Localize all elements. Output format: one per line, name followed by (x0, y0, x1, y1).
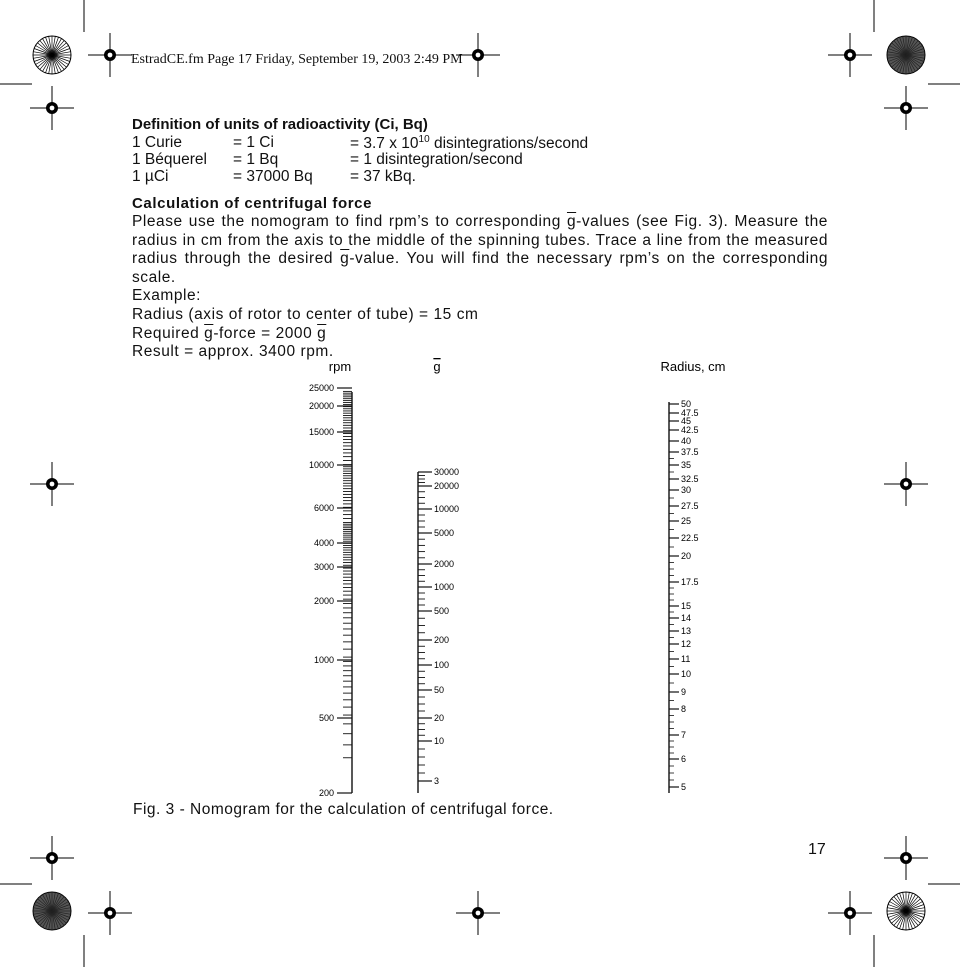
g-tick-label: 1000 (434, 582, 455, 592)
radius-tick-label: 35 (681, 460, 692, 470)
g-tick-label: 10 (434, 736, 445, 746)
registration-dot-icon (50, 482, 55, 487)
g-symbol: $\overline{g}$ (317, 324, 327, 342)
calc-heading: Calculation of centrifugal force (132, 195, 373, 212)
g-tick-label: 3 (434, 776, 440, 786)
units-row-2-unit: 1 Béquerel (132, 151, 207, 168)
g-tick-label: 5000 (434, 528, 455, 538)
units-row-1-eq1: = 1 Ci (233, 134, 274, 151)
scale-title-radius: Radius, cm (660, 359, 726, 374)
g-tick-label: 10000 (434, 504, 460, 514)
rpm-tick-label: 2000 (313, 596, 334, 606)
units-row-3-eq2: = 37 kBq. (350, 168, 416, 185)
rpm-tick-label: 500 (318, 713, 334, 723)
radius-tick-label: 6 (681, 754, 687, 764)
radius-tick-label: 50 (681, 399, 692, 409)
units-row-1-eq2-exponent: 10 (418, 134, 430, 145)
g-tick-label: 20000 (434, 481, 460, 491)
units-row-3-unit: 1 µCi (132, 168, 169, 185)
radius-tick-label: 13 (681, 626, 692, 636)
g-tick-label: 100 (434, 660, 450, 670)
radius-tick-label: 25 (681, 516, 692, 526)
radius-tick-label: 32.5 (681, 474, 699, 484)
g-tick-label: 30000 (434, 467, 460, 477)
rpm-tick-label: 200 (318, 788, 334, 798)
figure-caption: Fig. 3 - Nomogram for the calculation of centrifugal force. (133, 801, 554, 818)
radius-tick-label: 9 (681, 687, 687, 697)
units-row-1-eq2-prefix: = 3.7 x 10 (350, 135, 419, 152)
scale-title-g: g (433, 359, 441, 374)
registration-dot-icon (904, 106, 909, 111)
registration-dot-icon (476, 53, 481, 58)
registration-dot-icon (50, 106, 55, 111)
units-heading: Definition of units of radioactivity (Ci, Bq) (132, 116, 428, 133)
radius-scale (669, 399, 699, 792)
radius-tick-label: 20 (681, 551, 692, 561)
scale-title-rpm: rpm (328, 359, 352, 374)
radius-tick-label: 37.5 (681, 447, 699, 457)
g-tick-label: 20 (434, 713, 445, 723)
radius-tick-label: 22.5 (681, 533, 699, 543)
calc-instructions: Please use the nomogram to find rpm’s to corresponding $\overline{g}$-values (see Fig. 3). Measure the radius in cm from the axis to the middle of the spinning tubes. Trace a line from the measured radius through the desired $\overline{g}$-value. You will find the necessary rpm’s on the corresponding scale. (132, 213, 828, 286)
units-row-1-unit: 1 Curie (132, 134, 182, 151)
registration-dot-icon (904, 482, 909, 487)
radius-tick-label: 14 (681, 613, 692, 623)
registration-dot-icon (108, 53, 113, 58)
registration-dot-icon (848, 53, 853, 58)
rpm-tick-label: 20000 (308, 401, 334, 411)
example-result: Result = approx. 3400 rpm. (132, 343, 334, 361)
radius-tick-label: 10 (681, 669, 692, 679)
g-tick-label: 50 (434, 685, 445, 695)
g-symbol: $\overline{g}$ (340, 250, 350, 268)
radius-tick-label: 7 (681, 730, 687, 740)
radius-tick-label: 12 (681, 639, 692, 649)
registration-dot-icon (108, 911, 113, 916)
g-symbol: $\overline{g}$ (566, 213, 577, 230)
registration-dot-icon (904, 856, 909, 861)
page-number: 17 (808, 841, 826, 858)
example-required: Required $\overline{g}$-force = 2000 $\overline{g}$ (132, 324, 327, 342)
radius-tick-label: 40 (681, 436, 692, 446)
units-row-3-eq1: = 37000 Bq (233, 168, 313, 185)
radius-tick-label: 5 (681, 782, 687, 792)
rpm-tick-label: 25000 (308, 383, 334, 393)
radius-tick-label: 45 (681, 416, 692, 426)
rpm-tick-label: 4000 (313, 538, 334, 548)
registration-dot-icon (50, 856, 55, 861)
radius-tick-label: 15 (681, 601, 692, 611)
rpm-tick-label: 6000 (313, 503, 334, 513)
g-tick-label: 200 (434, 635, 450, 645)
running-header: EstradCE.fm Page 17 Friday, September 19, 2003 2:49 PM (131, 52, 463, 67)
example-radius: Radius (axis of rotor to center of tube) = 15 cm (132, 305, 479, 323)
radius-tick-label: 47.5 (681, 408, 699, 418)
g-tick-label: 500 (434, 606, 450, 616)
registration-dot-icon (476, 911, 481, 916)
g-scale (418, 467, 459, 786)
g-symbol: $\overline{g}$ (204, 324, 214, 342)
units-row-2-eq2: = 1 disintegration/second (350, 151, 523, 168)
rpm-scale (309, 383, 352, 798)
example-label: Example: (132, 287, 202, 305)
radius-tick-label: 42.5 (681, 425, 699, 435)
g-tick-label: 2000 (434, 559, 455, 569)
rpm-tick-label: 10000 (308, 460, 334, 470)
radius-tick-label: 8 (681, 704, 687, 714)
radius-tick-label: 27.5 (681, 501, 699, 511)
registration-dot-icon (848, 911, 853, 916)
units-row-1-eq2-suffix: disintegrations/second (429, 135, 589, 152)
radius-tick-label: 17.5 (681, 577, 699, 587)
units-row-2-eq1: = 1 Bq (233, 151, 279, 168)
radius-tick-label: 11 (681, 654, 691, 664)
rpm-tick-label: 3000 (313, 562, 334, 572)
rpm-tick-label: 15000 (308, 427, 334, 437)
radius-tick-label: 30 (681, 485, 692, 495)
rpm-tick-label: 1000 (313, 655, 334, 665)
